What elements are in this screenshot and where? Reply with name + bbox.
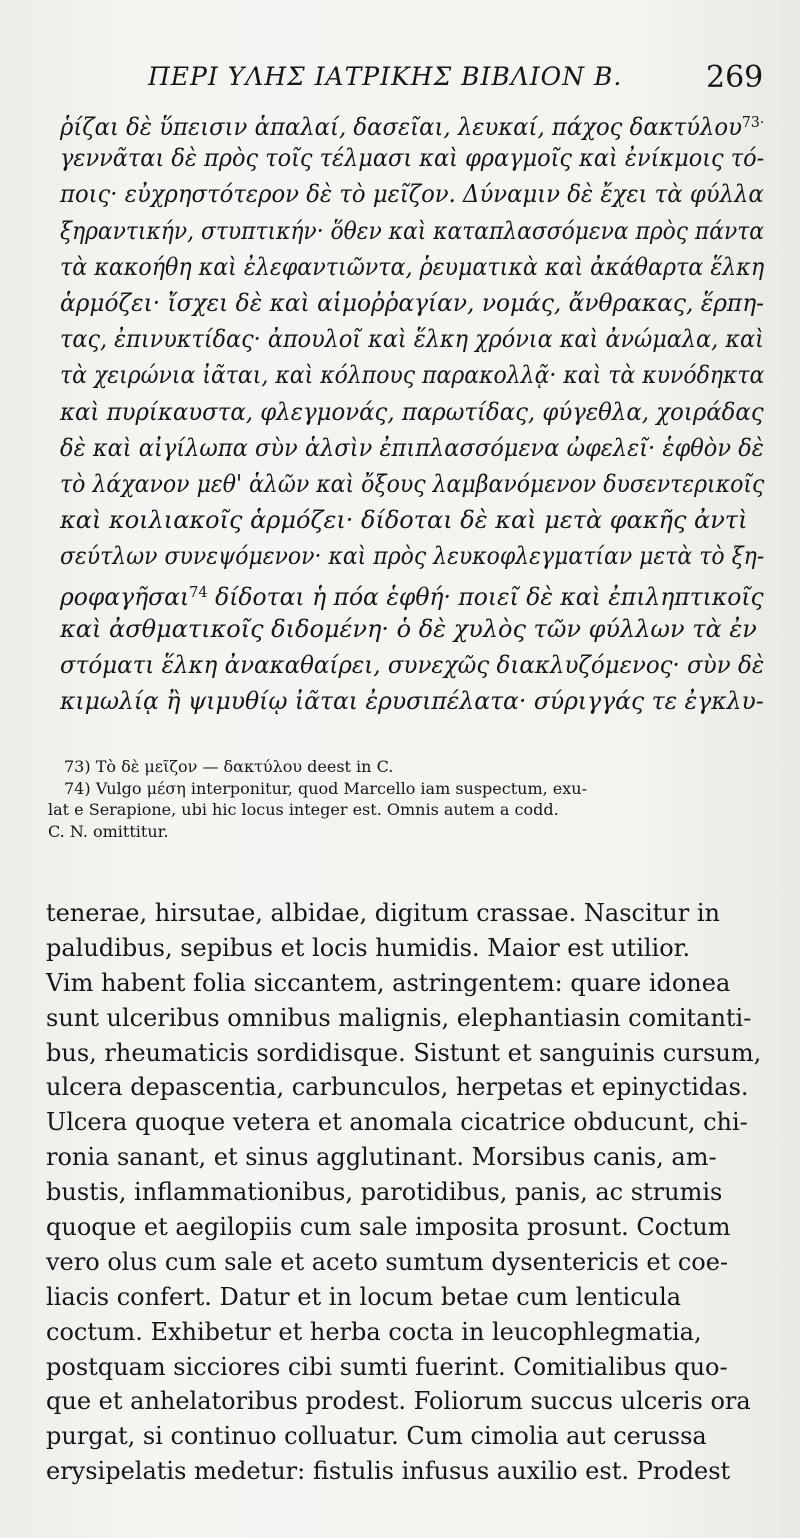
footnote-continuation: C. N. omittitur.	[48, 821, 169, 841]
greek-line: ῥίζαι δὲ ὕπεισιν ἁπαλαί, δασεῖαι, λευκαί, πάχος δακτύλου$^{73\cdot}$	[60, 113, 765, 142]
latin-line: purgat, si continuo colluatur. Cum cimolia aut cerussa	[46, 1422, 707, 1451]
latin-line: erysipelatis medetur: fistulis infusus auxilio est. Prodest	[46, 1457, 731, 1486]
footnote: 73) Τὸ δὲ μεῖζον — δακτύλου deest in C.	[64, 757, 394, 776]
footnote: 74) Vulgo μέση interponitur, quod Marcello iam suspectum, exu-	[64, 778, 587, 798]
page-number: 269	[706, 60, 764, 95]
greek-line: ξηραντικήν, στυπτικήν· ὅθεν καὶ καταπλασσόμενα πρὸς πάντα	[60, 216, 765, 245]
greek-line: τας, ἐπινυκτίδας· ἀπουλοῖ καὶ ἕλκη χρόνια καὶ ἀνώμαλα, καὶ	[60, 325, 764, 354]
greek-line: ἁρμόζει· ἴσχει δὲ καὶ αἱμοῤῥαγίαν, νομάς, ἄνθρακας, ἕρπη-	[60, 288, 765, 317]
greek-text	[60, 104, 764, 719]
greek-line: κιμωλίᾳ ἢ ψιμυθίῳ ἰᾶται ἐρυσιπέλατα· σύριγγάς τε ἐγκλυ-	[60, 687, 764, 715]
greek-line: σεύτλων συνεψόμενον· καὶ πρὸς λευκοφλεγματίαν μετὰ τὸ ξη-	[60, 542, 765, 571]
latin-line: ulcera depascentia, carbunculos, herpetas et epinyctidas.	[46, 1073, 749, 1102]
greek-line: καὶ πυρίκαυστα, φλεγμονάς, παρωτίδας, φύγεθλα, χοιράδας	[60, 397, 764, 426]
latin-line: vero olus cum sale et aceto sumtum dysentericis et coe-	[46, 1247, 729, 1276]
footnotes	[48, 756, 764, 842]
greek-line: γεννᾶται δὲ πρὸς τοῖς τέλμασι καὶ φραγμοῖς καὶ ἐνίκμοις τό-	[60, 144, 765, 173]
greek-line: ροφαγῆσαι$^{74}$ δίδοται ἡ πόα ἑφθή· ποιεῖ δὲ καὶ ἐπιληπτικοῖς	[60, 583, 764, 612]
latin-line: ronia sanant, et sinus agglutinant. Morsibus canis, am-	[46, 1143, 717, 1172]
running-title: ΠΕΡΙ ΥΛΗΣ ΙΑΤΡΙΚΗΣ ΒΙΒΛΙΟΝ Β.	[148, 62, 623, 91]
greek-line: τὰ χειρώνια ἰᾶται, καὶ κόλπους παρακολλᾷ· καὶ τὰ κυνόδηκτα	[60, 361, 765, 390]
greek-line: τὸ λάχανον μεθ' ἁλῶν καὶ ὄξους λαμβανόμενον δυσεντερικοῖς	[60, 469, 765, 498]
greek-line: καὶ ἀσθματικοῖς διδομένη· ὁ δὲ χυλὸς τῶν φύλλων τὰ ἐν	[60, 614, 757, 643]
latin-line: liacis confert. Datur et in locum betae cum lenticula	[46, 1282, 682, 1311]
latin-line: que et anhelatoribus prodest. Foliorum succus ulceris ora	[46, 1387, 751, 1416]
latin-line: paludibus, sepibus et locis humidis. Maior est utilior.	[46, 933, 691, 962]
greek-line: τὰ κακοήθη καὶ ἐλεφαντιῶντα, ῥευματικὰ καὶ ἀκάθαρτα ἕλκη	[60, 252, 765, 281]
footnote-continuation: lat e Serapione, ubi hic locus integer est. Omnis autem a codd.	[48, 800, 559, 819]
latin-text	[46, 896, 762, 1489]
latin-line: sunt ulceribus omnibus malignis, elephantiasin comitanti-	[46, 1003, 752, 1032]
latin-line: bus, rheumaticis sordidisque. Sistunt et sanguinis cursum,	[46, 1038, 762, 1067]
page-header	[0, 58, 800, 98]
greek-line: ποις· εὐχρηστότερον δὲ τὸ μεῖζον. Δύναμιν δὲ ἔχει τὰ φύλλα	[60, 180, 764, 209]
latin-line: coctum. Exhibetur et herba cocta in leucophlegmatia,	[46, 1317, 702, 1346]
latin-line: quoque et aegilopiis cum sale imposita prosunt. Coctum	[46, 1213, 731, 1242]
latin-line: Ulcera quoque vetera et anomala cicatrice obducunt, chi-	[46, 1108, 748, 1137]
latin-line: postquam sicciores cibi sumti fuerint. Comitialibus quo-	[46, 1352, 728, 1381]
footnote-marker: 74	[189, 583, 208, 602]
greek-line: στόματι ἕλκη ἀνακαθαίρει, συνεχῶς διακλυζόμενος· σὺν δὲ	[60, 650, 765, 679]
greek-line: καὶ κοιλιακοῖς ἁρμόζει· δίδοται δὲ καὶ μετὰ φακῆς ἀντὶ	[60, 506, 748, 535]
latin-line: Vim habent folia siccantem, astringentem: quare idonea	[46, 968, 731, 997]
latin-line: bustis, inflammationibus, parotidibus, panis, ac strumis	[46, 1178, 723, 1207]
latin-line: tenerae, hirsutae, albidae, digitum crassae. Nascitur in	[46, 899, 720, 927]
footnote-marker: 73	[741, 113, 760, 131]
greek-line: δὲ καὶ αἰγίλωπα σὺν ἁλσὶν ἐπιπλασσόμενα ὠφελεῖ· ἑφθὸν δὲ	[60, 433, 764, 462]
